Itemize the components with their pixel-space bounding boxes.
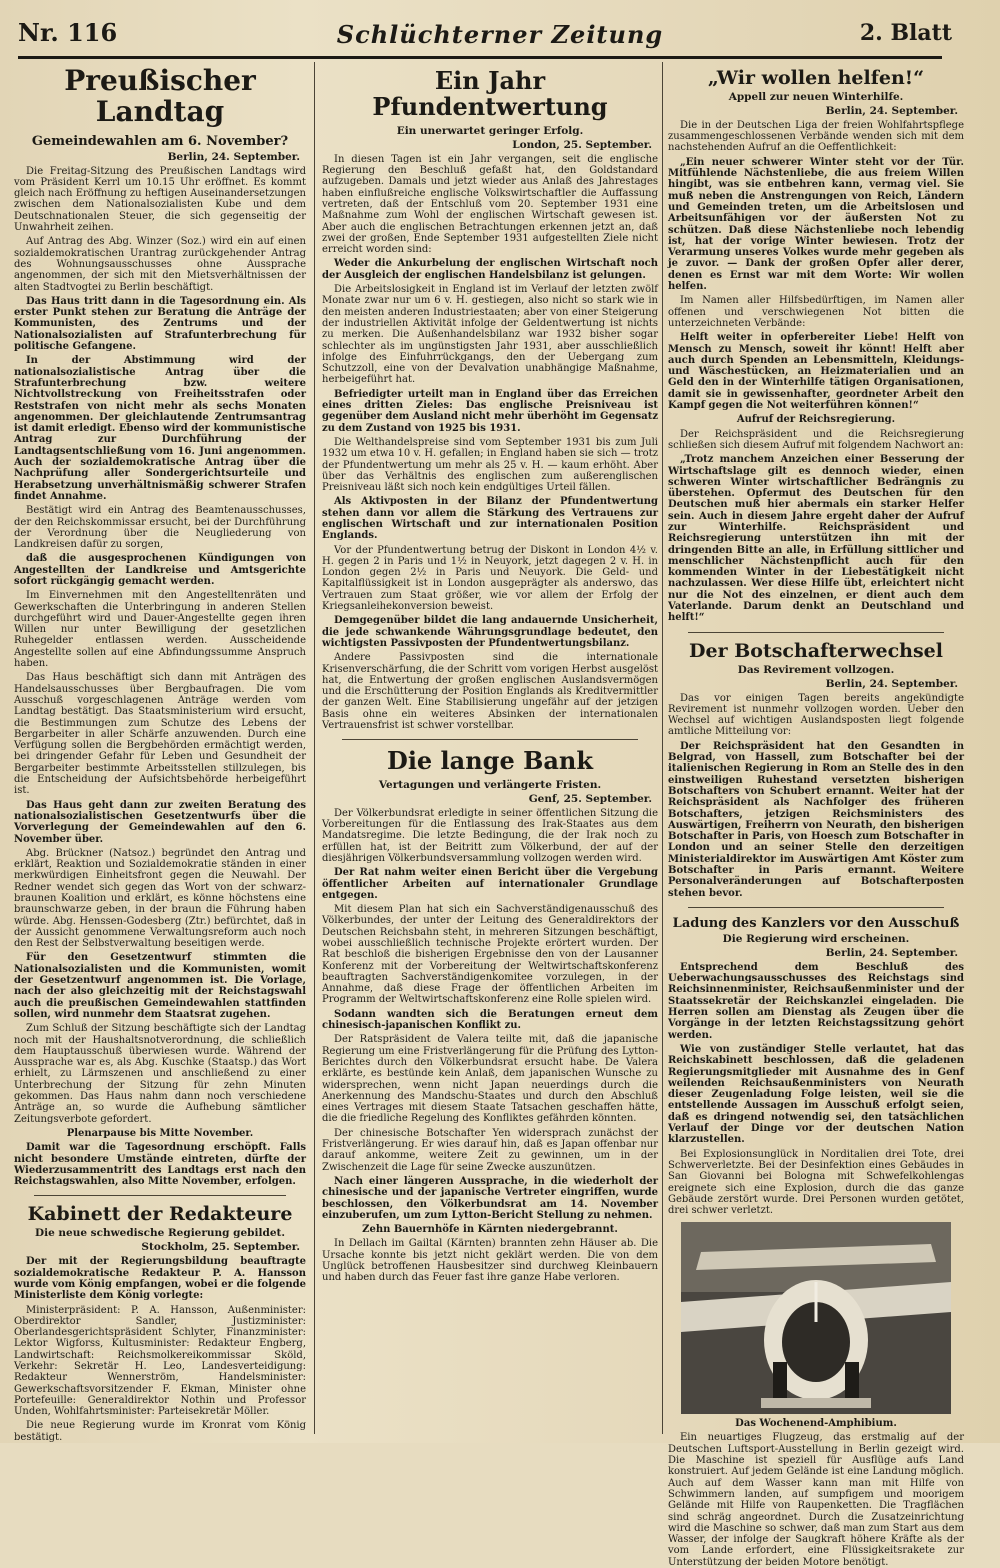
column-divider bbox=[662, 62, 663, 1434]
masthead-rule bbox=[18, 56, 942, 59]
article-subheadline: Das Revirement vollzogen. bbox=[737, 663, 895, 676]
issue-number: Nr. 116 bbox=[18, 18, 118, 47]
article-dateline: Berlin, 24. September. bbox=[825, 946, 958, 959]
paragraph: Die Freitag-Sitzung des Preußischen Landtags wird vom Präsident Kerrl um 10.15 Uhr eröffnet. Es kommt gleich nach Eröffnung zu heftigen Auseinandersetzungen zwischen dem Nationalsozialisten Kube und dem Deutschnationalen Steuer, die sich gegenseitig der Unwahrheit zeihen. bbox=[14, 165, 306, 234]
paragraph: Der Reichspräsident und die Reichsregierung schließen sich diesem Aufruf mit folgendem Nachwort an: bbox=[668, 428, 964, 451]
paragraph: Vor der Pfundentwertung betrug der Diskont in London 4½ v. H. gegen 2 in Paris und 1½ in Neuyork, jetzt dagegen 2 v. H. in London gegen 2½ in Paris und Neuyork. Die Geld- und Kapitalflüssigkeit ist in London ausgeprägter als anderswo, das Vertrauen zum Staat größer, wie vor allem der Erfolg der Kriegsanleihekonversion beweist. bbox=[322, 544, 658, 613]
paragraph: Demgegenüber bildet die lang andauernde Unsicherheit, die jede schwankende Währungsgrundlage bedeutet, den wichtigsten Passivposten der Pfundentwertungsbilanz. bbox=[322, 615, 658, 649]
paragraph: Bei Explosionsunglück in Norditalien drei Tote, drei Schwerverletzte. Bei der Desinfektion eines Gebäudes in San Giovanni bei Bologna mit Schwefelkohlengas ereignete sich eine Explosion, durch die das ganze Gebäude zerstört wurde. Drei Personen wurden getötet, drei schwer verletzt. bbox=[668, 1148, 964, 1217]
paragraph: Die Arbeitslosigkeit in England ist im Verlauf der letzten zwölf Monate zwar nur um 6 v. H. gestiegen, also nicht so stark wie in den meisten anderen Industriestaaten; aber von einer Steigerung der industriellen Aktivität infolge der Geldentwertung ist nichts zu merken. Die Außenhandelsbilanz war 1932 bisher sogar schlechter als im ungünstigsten Jahr 1931, aber ausschließlich infolge des Einfuhrrückgangs, den der Uebergang zum Schutzzoll, eine von der Devalvation unabhängige Maßnahme, herbeigeführt hat. bbox=[322, 284, 658, 386]
article-separator bbox=[688, 632, 944, 633]
paragraph: daß die ausgesprochenen Kündigungen von Angestellten der Landkreise und Amtsgerichte sofort rückgängig gemacht werden. bbox=[14, 553, 306, 587]
article-dateline: Berlin, 24. September. bbox=[167, 150, 300, 163]
section-heading: Plenarpause bis Mitte November. bbox=[66, 1127, 254, 1139]
paragraph: Das Haus beschäftigt sich dann mit Anträgen des Handelsausschusses über Bergbaufragen. Die vom Ausschuß vorgeschlagenen Anträge werden vom Landtag bestätigt. Das Staatsministerium wird ersucht, die Bestimmungen zum Schutze des Lebens der Bergarbeiter in aller Schärfe anzuwenden. Durch eine Verfügung sollen die Bergbehörden ermächtigt werden, bei dringender Gefahr für Leben und Gesundheit der Bergarbeiter bestimmte Arbeitsstellen stillzulegen, bis die Entscheidung der Aufsichtsbehörde herbeigeführt ist. bbox=[14, 672, 306, 797]
section-heading: Aufruf der Reichsregierung. bbox=[736, 414, 896, 426]
paragraph: In diesen Tagen ist ein Jahr vergangen, seit die englische Regierung den Beschluß gefaßt hat, den Goldstandard aufzugeben. Damals und jetzt wieder aus Anlaß des Jahrestages haben einflußreiche englische Volkswirtschaftler die Auffassung vertreten, daß der Entschluß vom 20. September 1931 eine Maßnahme zum Wohl der englischen Wirtschaft gewesen ist. Aber auch die englischen Betrachtungen erkennen jetzt an, daß zwei der großen, Ende September 1931 aufgestellten Ziele nicht erreicht worden sind: bbox=[322, 153, 658, 256]
article-separator bbox=[688, 907, 944, 908]
paragraph: Der Völkerbundsrat erledigte in seiner öffentlichen Sitzung die Vorbereitungen für die Entlassung des Irak-Staates aus dem Mandatsregime. Die letzte Bedingung, die der Irak noch zu erfüllen hat, ist der Beitritt zum Völkerbund, der auf der diesjährigen Völkerbundsversammlung vollzogen werden wird. bbox=[322, 807, 658, 864]
article-headline: Ladung des Kanzlers vor den Ausschuß bbox=[672, 915, 960, 931]
article-subheadline: Vertagungen und verlängerte Fristen. bbox=[378, 778, 602, 791]
article-separator bbox=[342, 739, 638, 740]
paragraph: Wie von zuständiger Stelle verlautet, hat das Reichskabinett beschlossen, daß die geladenen Regierungsmitglieder mit Ausnahme des in Genf weilenden Reichsaußenministers von Neurath dieser Zeugenladung Folge leisten, weil sie die entstellende Aussagen im Ausschuß erfolgt seien, daß es dringend notwendig sei, den tatsächlichen Verlauf der Dinge vor der deutschen Nation klarzustellen. bbox=[668, 1043, 964, 1146]
column-divider bbox=[314, 62, 315, 1434]
article-subheadline: Ein unerwartet geringer Erfolg. bbox=[396, 124, 584, 137]
article-subheadline: Die neue schwedische Regierung gebildet. bbox=[34, 1227, 286, 1240]
paragraph: „Trotz manchem Anzeichen einer Besserung der Wirtschaftslage gilt es dennoch wieder, einen schweren Winter wirtschaftlicher Bedrängnis zu überstehen. Opfermut des Deutschen für den Deutschen muß hier abermals ein starker Helfer sein. Auch in diesem Jahre ergeht daher der Aufruf zur Winterhilfe. Reichspräsident und Reichsregierung unterstützen ihn mit der dringenden Bitte an alle, in Erfüllung sittlicher und menschlicher Nächstenpflicht auch für den kommenden Winter in der Liebestätigkeit nicht nachzulassen. Wer diese Hilfe übt, erleichtert nicht nur die Not des einzelnen, er dient auch dem Vaterlande. Darum denkt an Deutschland und helft!“ bbox=[668, 454, 964, 624]
paragraph: Der mit der Regierungsbildung beauftragte sozialdemokratische Redakteur P. A. Hansson wurde vom König empfangen, wobei er die folgende Ministerliste dem König vorlegte: bbox=[14, 1256, 306, 1302]
article-dateline: Genf, 25. September. bbox=[528, 792, 652, 805]
paragraph: Der chinesische Botschafter Yen widersprach zunächst der Fristverlängerung. Er wies darauf hin, daß es Japan offenbar nur darauf ankomme, weitere Zeit zu gewinnen, um in der Zwischenzeit die Lage für seine Zwecke auszunützen. bbox=[322, 1127, 658, 1173]
paragraph: „Ein neuer schwerer Winter steht vor der Tür. Mitfühlende Nächstenliebe, die aus freiem Willen hingibt, was sie entbehren kann, vermag viel. Sie muß neben die Anstrengungen von Reich, Ländern und Gemeinden treten, um die Arbeitslosen und Arbeitsunfähigen vor der äußersten Not zu schützen. Daß diese Nächstenliebe noch lebendig ist, hat der vorige Winter bewiesen. Trotz der Verarmung unseres Volkes wurde mehr gegeben als je zuvor. — Dank der großen Opfer aller derer, denen es Ernst war mit dem Worte: Wir wollen helfen. bbox=[668, 156, 964, 293]
amphibian-airplane-image bbox=[681, 1222, 951, 1414]
paragraph: Die neue Regierung wurde im Kronrat vom König bestätigt. bbox=[14, 1420, 306, 1443]
paragraph: Sodann wandten sich die Beratungen erneut dem chinesisch-japanischen Konflikt zu. bbox=[322, 1008, 658, 1032]
article-headline: „Wir wollen helfen!“ bbox=[707, 67, 925, 89]
paragraph: Auf Antrag des Abg. Winzer (Soz.) wird ein auf einen sozialdemokratischen Urantrag zurückgehender Antrag des Wohnungsausschusses ohne Aussprache angenommen, der sich mit den Mietsverhältnissen der alten Stadtvogtei zu Berlin beschäftigt. bbox=[14, 236, 306, 293]
paragraph: Zum Schluß der Sitzung beschäftigte sich der Landtag noch mit der Haushaltsnotverordnung, die schließlich dem Hauptausschuß überwiesen wurde. Während der Aussprache war es, als Abg. Kuschke (Staatsp.) das Wort erhielt, zu Lärmszenen und anschließend zu einer Unterbrechung der Sitzung für zehn Minuten gekommen. Das Haus nahm dann noch verschiedene Anträge an, so wurde die Aufhebung sämtlicher Zeitungsverbote gefordert. bbox=[14, 1023, 306, 1125]
paragraph: Der Reichspräsident hat den Gesandten in Belgrad, von Hassell, zum Botschafter bei der italienischen Regierung in Rom an Stelle des in den einstweiligen Ruhestand versetzten bisherigen Botschafters von Schubert ernannt. Weiter hat der Reichspräsident als Nachfolger des früheren Botschafters, jetzigen Reichsministers des Auswärtigen, Freiherrn von Neurath, den bisherigen Botschafter in Paris, von Hoesch zum Botschafter in London und an seiner Stelle den derzeitigen Ministerialdirektor im Auswärtigen Amt Köster zum Botschafter in Paris ernannt. Weitere Personalveränderungen auf Botschafterposten stehen bevor. bbox=[668, 740, 964, 899]
paragraph: Mit diesem Plan hat sich ein Sachverständigenausschuß des Völkerbundes, der unter der Leitung des Generaldirektors der Deutschen Reichsbahn steht, in mehreren Sitzungen beschäftigt, wobei ausschließlich technische Projekte erörtert wurden. Der Rat beschloß die bisherigen Ergebnisse den von der Lausanner Konferenz mit der Vorbereitung der Weltwirtschaftskonferenz beauftragten Sachverständigenkomitee vorzulegen, in der Annahme, daß diese Frage der öffentlichen Arbeiten im Programm der Weltwirtschaftskonferenz eine Rolle spielen wird. bbox=[322, 904, 658, 1006]
paragraph: In der Abstimmung wird der nationalsozialistische Antrag über die Strafunterbrechung bzw. weitere Nichtvollstreckung von Freiheitsstrafen oder Reststrafen von nicht mehr als sechs Monaten angenommen. Der gleichlautende Zentrumsantrag ist damit erledigt. Ebenso wird der kommunistische Antrag zur Durchführung der Landtagsentschließung vom 16. Juni angenommen. Auch der sozialdemokratische Antrag über die Nachprüfung aller Sondergerichtsurteile und Herabsetzung unverhältnismäßig schwerer Strafen findet Annahme. bbox=[14, 355, 306, 502]
paragraph: Abg. Brückner (Natsoz.) begründet den Antrag und erklärt, Reaktion und Sozialdemokratie ständen in einer merkwürdigen Einheitsfront gegen die Neuwahl. Der Redner wendet sich gegen das Wort von der schwarz-braunen Koalition und erklärt, es könne höchstens eine braunschwarze geben, in der braun die Führung haben würde. Abg. Henssen-Godesberg (Ztr.) befürchtet, daß in der Aussicht genommene Verwaltungsreform auch noch den Rest der Selbstverwaltung beseitigen werde. bbox=[14, 847, 306, 950]
article-headline: Preußischer Landtag bbox=[64, 64, 256, 128]
article-subheadline: Gemeindewahlen am 6. November? bbox=[31, 133, 289, 149]
article-dateline: Stockholm, 25. September. bbox=[141, 1241, 300, 1254]
paragraph: Bestätigt wird ein Antrag des Beamtenausschusses, der den Reichskommissar ersucht, bei der Durchführung der Verordnung über die Neugliederung von Landkreisen dafür zu sorgen, bbox=[14, 505, 306, 551]
paragraph: In Dellach im Gailtal (Kärnten) brannten zehn Häuser ab. Die Ursache konnte bis jetzt nicht geklärt werden. Die von dem Unglück betroffenen Hausbesitzer sind durchweg Kleinbauern und haben durch das Feuer fast ihre ganze Habe verloren. bbox=[322, 1238, 658, 1284]
sheet-number: 2. Blatt bbox=[859, 20, 952, 46]
article-headline: Ein Jahr Pfundentwertung bbox=[372, 66, 608, 122]
paragraph: Der Rat nahm weiter einen Bericht über die Vergebung öffentlicher Arbeiten auf internationaler Grundlage entgegen. bbox=[322, 867, 658, 901]
paragraph: Befriedigter urteilt man in England über das Erreichen eines dritten Zieles: Das englische Preisniveau ist gegenüber dem Ausland nicht mehr überhöht im Gegensatz zu dem Zustand von 1925 bis 1931. bbox=[322, 388, 658, 434]
section-heading: Zehn Bauernhöfe in Kärnten niedergebrannt. bbox=[362, 1224, 618, 1236]
paragraph: Für den Gesetzentwurf stimmten die Nationalsozialisten und die Kommunisten, womit der Gesetzentwurf angenommen ist. Die Vorlage, nach der also gleichzeitig mit der Reichstagswahl auch die preußischen Gemeindewahlen stattfinden sollen, wird nunmehr dem Staatsrat zugehen. bbox=[14, 952, 306, 1020]
paragraph: Im Einvernehmen mit den Angestelltenräten und Gewerkschaften die Unterbringung in anderen Stellen durchgeführt wird und Dauer-Angestellte gegen ihren Willen nur unter Bewilligung der gesetzlichen Ruhegelder entlassen werden. Ausscheidende Angestellte sollen auf eine Abfindungssumme Anspruch haben. bbox=[14, 590, 306, 670]
column-left bbox=[14, 62, 306, 1443]
article-dateline: Berlin, 24. September. bbox=[825, 677, 958, 690]
paragraph: Helft weiter in opferbereiter Liebe! Helft von Mensch zu Mensch, soweit ihr könnt! Helft aber auch durch Spenden an Lebensmitteln, Kleidungs- und Wäschestücken, an Heizmaterialien und an Geld den in der Winterhilfe tätigen Organisationen, damit sie in gewissenhafter, geordneter Arbeit den Kampf gegen die Not weiterführen können!“ bbox=[668, 332, 964, 412]
paragraph: Andere Passivposten sind die internationale Krisenverschärfung, die der Schritt vom vorigen Herbst ausgelöst hat, die Entwertung der großen englischen Auslandsvermögen und die Erschütterung der Position Englands als Kreditvermittler der ganzen Welt. Eine Stabilisierung ungefähr auf der jetzigen Basis ohne ein weiteres Absinken der internationalen Vertrauensfrist ist schwer vorstellbar. bbox=[322, 652, 658, 732]
article-headline: Der Botschafterwechsel bbox=[689, 639, 943, 662]
paragraph: Entsprechend dem Beschluß des Ueberwachungsausschusses des Reichstags sind Reichsinnenminister, Reichsaußenminister und der Staatssekretär der Reichskanzlei eingeladen. Die Herren sollen am Dienstag als Zeugen über die Vorgänge in der letzten Reichstagssitzung gehört werden. bbox=[668, 961, 964, 1041]
article-subheadline: Appell zur neuen Winterhilfe. bbox=[728, 90, 904, 103]
article-separator bbox=[34, 1195, 286, 1196]
article-dateline: London, 25. September. bbox=[512, 138, 652, 151]
paragraph: Das Haus geht dann zur zweiten Beratung des nationalsozialistischen Gesetzentwurfs über die Vorverlegung der Gemeindewahlen auf den 6. November über. bbox=[14, 799, 306, 845]
paragraph: Die Welthandelspreise sind vom September 1931 bis zum Juli 1932 um etwa 10 v. H. gefallen; in England haben sie sich — trotz der Pfundentwertung um mehr als 25 v. H. — kaum erhöht. Aber über das Verhältnis des englischen zum außerenglischen Preisniveau läßt sich noch kein endgültiges Urteil fällen. bbox=[322, 436, 658, 494]
paragraph: Damit war die Tagesordnung erschöpft. Falls nicht besondere Umstände eintreten, dürfte der Wiederzusammentritt des Landtags erst nach den Reichstagswahlen, also Mitte November, erfolgen. bbox=[14, 1142, 306, 1188]
paragraph: Nach einer längeren Aussprache, in die wiederholt der chinesische und der japanische Vertreter eingriffen, wurde beschlossen, den Völkerbundsrat am 14. November einzuberufen, um zum Lytton-Bericht Stellung zu nehmen. bbox=[322, 1175, 658, 1221]
paragraph: Das Haus tritt dann in die Tagesordnung ein. Als erster Punkt stehen zur Beratung die Anträge der Kommunisten, des Zentrums und der Nationalsozialisten auf Strafunterbrechung für politische Gefangene. bbox=[14, 295, 306, 353]
article-dateline: Berlin, 24. September. bbox=[825, 104, 958, 117]
column-middle bbox=[322, 62, 658, 1434]
article-headline: Kabinett der Redakteure bbox=[27, 1203, 293, 1226]
paragraph: Im Namen aller Hilfsbedürftigen, im Namen aller offenen und verschwiegenen Not bitten die unterzeichneten Verbände: bbox=[668, 295, 964, 329]
newspaper-title: Schlüchterner Zeitung bbox=[336, 20, 664, 49]
paragraph: Die in der Deutschen Liga der freien Wohlfahrtspflege zusammengeschlossenen Verbände wenden sich mit dem nachstehenden Aufruf an die Oeffentlichkeit: bbox=[668, 119, 964, 154]
paragraph: Ministerpräsident: P. A. Hansson, Außenminister: Oberdirektor Sandler, Justizminister: Oberlandesgerichtspräsident Schlyter, Finanzminister: Lektor Wigforss, Kultusminister: Redakteur Engberg, Landwirtschaft: Reichsmolkereikommissar Sköld, Verkehr: Sekretär H. Leo, Landesverteidigung: Redakteur Wennerström, Handelsminister: Gewerkschaftsvorsitzender F. Ekman, Minister ohne Portefeuille: Generaldirektor Nothin und Professor Unden, Wohlfahrtsminister: Parteisekretär Möller. bbox=[14, 1304, 306, 1418]
column-right bbox=[668, 62, 964, 1568]
airplane-photo bbox=[681, 1222, 951, 1414]
article-subheadline: Die Regierung wird erscheinen. bbox=[722, 932, 910, 945]
paragraph: Ein neuartiges Flugzeug, das erstmalig auf der Deutschen Luftsport-Ausstellung in Berlin gezeigt wird. Die Maschine ist speziell für Ausflüge aufs Land konstruiert. Auf jedem Gelände ist eine Landung möglich. Auch auf dem Wasser kann man mit Hilfe von Schwimmern landen, auf sumpfigem und moorigem Gelände mit Hilfe von Raupenketten. Die Tragflächen sind schräg angeordnet. Durch die Zusatzeinrichtung wird die Maschine so schwer, daß man zum Start aus dem Wasser, der infolge der Saugkraft höhere Kräfte als der vom Lande erfordert, eine Flüssigkeitsrakete zur Unterstützung der beiden Motore benötigt. bbox=[668, 1432, 964, 1568]
paragraph: Als Aktivposten in der Bilanz der Pfundentwertung stehen dann vor allem die Stärkung des Vertrauens zur englischen Wirtschaft und zur internationalen Position Englands. bbox=[322, 496, 658, 542]
paragraph: Weder die Ankurbelung der englischen Wirtschaft noch der Ausgleich der englischen Handelsbilanz ist gelungen. bbox=[322, 258, 658, 281]
article-headline: Die lange Bank bbox=[387, 746, 593, 776]
masthead bbox=[8, 8, 992, 54]
photo-caption: Das Wochenend-Amphibium. bbox=[735, 1418, 897, 1430]
paragraph: Der Ratspräsident de Valera teilte mit, daß die japanische Regierung um eine Fristverlängerung für die Prüfung des Lytton-Berichtes durch den Völkerbundsrat ersucht habe. De Valera erklärte, es bestünde kein Anlaß, dem japanischen Wunsche zu widersprechen, wenn nicht Japan neuerdings durch die Anerkennung des Mandschu-Staates und durch den Abschluß eines Vertrages mit diesem Staate Tatsachen geschaffen hätte, die die friedliche Regelung des Konfliktes gefährden könnten. bbox=[322, 1034, 658, 1125]
paragraph: Das vor einigen Tagen bereits angekündigte Revirement ist nunmehr vollzogen worden. Ueber den Wechsel auf wichtigen Auslandsposten liegt folgende amtliche Mitteilung vor: bbox=[668, 692, 964, 738]
